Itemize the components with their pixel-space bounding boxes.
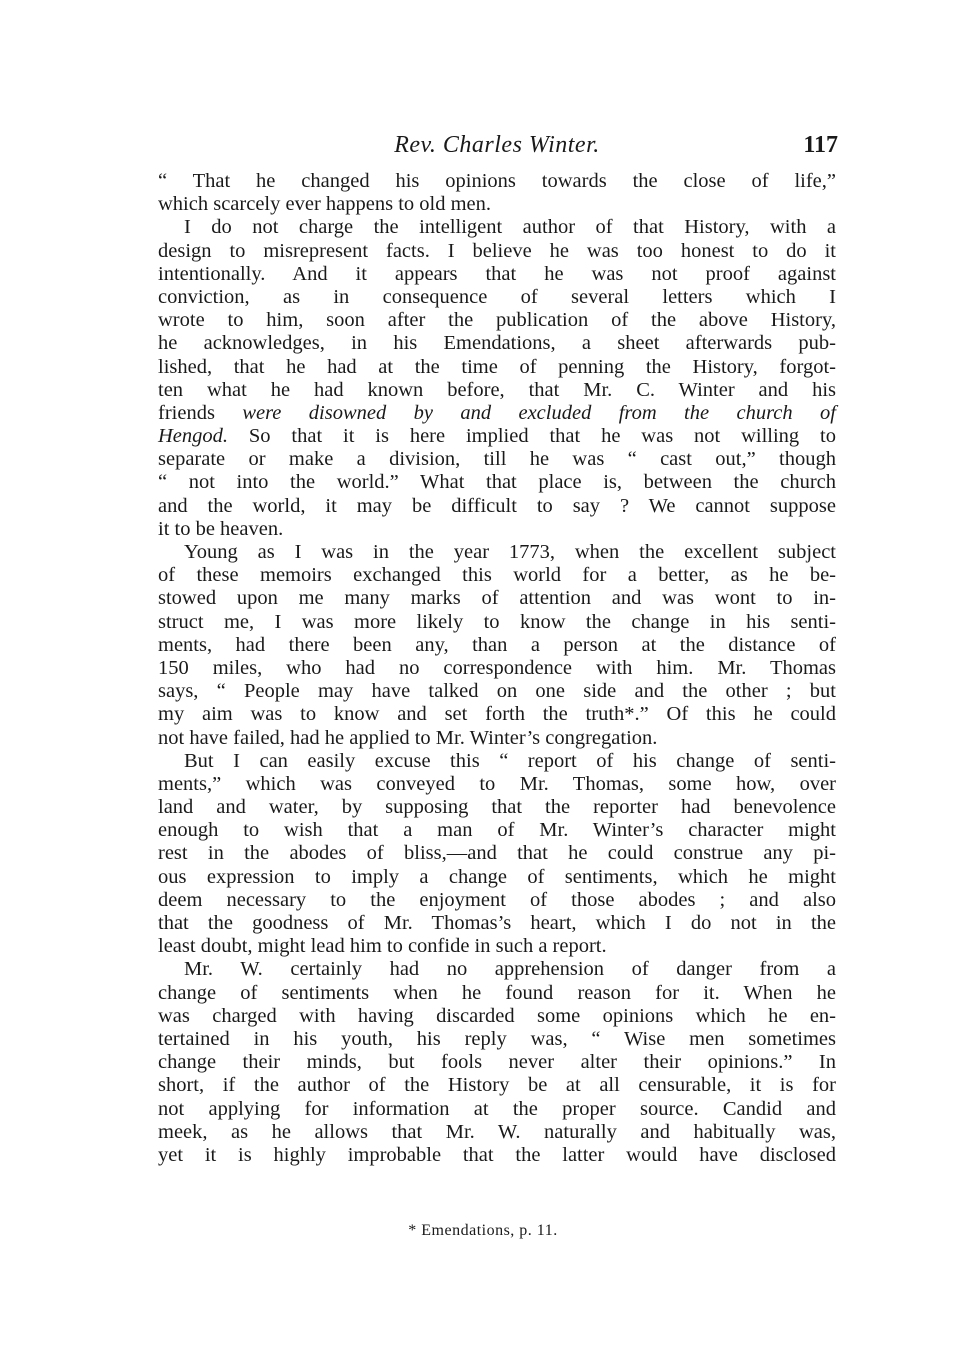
text-line: he acknowledges, in his Emendations, a sheet afterwards pub- [158, 332, 836, 355]
body-text [158, 170, 836, 1167]
text-line: that the goodness of Mr. Thomas’s heart, which I do not in the [158, 912, 836, 934]
text-line: which scarcely ever happens to old men. [158, 193, 492, 216]
text-line: of these memoirs exchanged this world for a better, as he be- [158, 564, 836, 587]
text-line: struct me, I was more likely to know the change in his senti- [158, 610, 836, 633]
text-line: conviction, as in consequence of several letters which I [158, 285, 836, 308]
text-line: meek, as he allows that Mr. W. naturally and habitually was, [158, 1120, 836, 1143]
text-line: Mr. W. certainly had no apprehension of danger from a [184, 958, 836, 981]
text-line: design to misrepresent facts. I believe he was too honest to do it [158, 239, 836, 262]
paragraph-4 [158, 750, 836, 959]
text-line: “ not into the world.” What that place is, between the church [158, 471, 836, 494]
text-line: my aim was to know and set forth the truth*.” Of this he could [158, 703, 836, 726]
text-line: enough to wish that a man of Mr. Winter’s character might [158, 819, 836, 842]
text-line: was charged with having discarded some opinions which he en- [158, 1004, 836, 1027]
italic-quote: Hengod. [158, 425, 229, 448]
text-line: But I can easily excuse this “ report of his change of senti- [184, 749, 836, 772]
text-line: tertained in his youth, his reply was, “ Wise men sometimes [158, 1027, 836, 1050]
text-line: rest in the abodes of bliss,—and that he could construe any pi- [158, 842, 836, 865]
running-title: Rev. Charles Winter. [394, 132, 600, 158]
text-line: land and water, by supposing that the reporter had benevolence [158, 796, 836, 819]
text-line: I do not charge the intelligent author of that History, with a [184, 216, 836, 239]
text-line: yet it is highly improbable that the latter would have disclosed [158, 1143, 836, 1166]
text-line: stowed upon me many marks of attention and was wont to in- [158, 587, 836, 610]
text-line: ten what he had known before, that Mr. C. Winter and his [158, 378, 836, 401]
text-line: separate or make a division, till he was “ cast out,” though [158, 448, 836, 471]
text-line: lished, that he had at the time of penning the History, forgot- [158, 355, 836, 378]
text-line: 150 miles, who had no correspondence with him. Mr. Thomas [158, 656, 836, 679]
text-line: least doubt, might lead him to confide in such a report. [158, 935, 607, 958]
text-segment: friends [158, 401, 243, 424]
text-line: deem necessary to the enjoyment of those abodes ; and also [158, 888, 836, 911]
text-line: change their minds, but fools never alter their opinions.” In [158, 1051, 836, 1074]
text-line: and the world, it may be difficult to say ? We cannot suppose [158, 494, 836, 517]
paragraph-2 [158, 216, 836, 541]
text-line: says, “ People may have talked on one side and the other ; but [158, 680, 836, 703]
paragraph-3 [158, 541, 836, 750]
text-line: it to be heaven. [158, 517, 284, 540]
text-line: not have failed, had he applied to Mr. Winter’s congregation. [158, 726, 658, 749]
text-line: short, if the author of the History be at all censurable, it is for [158, 1074, 836, 1097]
paragraph-1 [158, 170, 836, 216]
text-line: ments,” which was conveyed to Mr. Thomas, some how, over [158, 772, 836, 795]
text-line: intentionally. And it appears that he was not proof against [158, 262, 836, 285]
text-line: change of sentiments when he found reason for it. When he [158, 981, 836, 1004]
text-line: not applying for information at the proper source. Candid and [158, 1097, 836, 1120]
italic-quote: were disowned by and excluded from the church of [242, 401, 836, 424]
text-segment: So that it is here implied that he was not willing to [228, 425, 836, 448]
text-line: ous expression to imply a change of sentiments, which he might [158, 865, 836, 888]
text-line: wrote to him, soon after the publication of the above History, [158, 309, 836, 332]
text-line-mixed [158, 425, 836, 448]
running-head [158, 128, 836, 164]
footnote: * Emendations, p. 11. [408, 1222, 558, 1239]
paragraph-5 [158, 958, 836, 1167]
text-line: Young as I was in the year 1773, when the excellent subject [184, 541, 836, 563]
text-line: “ That he changed his opinions towards the close of life,” [158, 170, 836, 192]
page-number: 117 [803, 132, 838, 158]
text-line: ments, had there been any, than a person at the distance of [158, 633, 836, 656]
text-line-mixed [158, 402, 836, 425]
